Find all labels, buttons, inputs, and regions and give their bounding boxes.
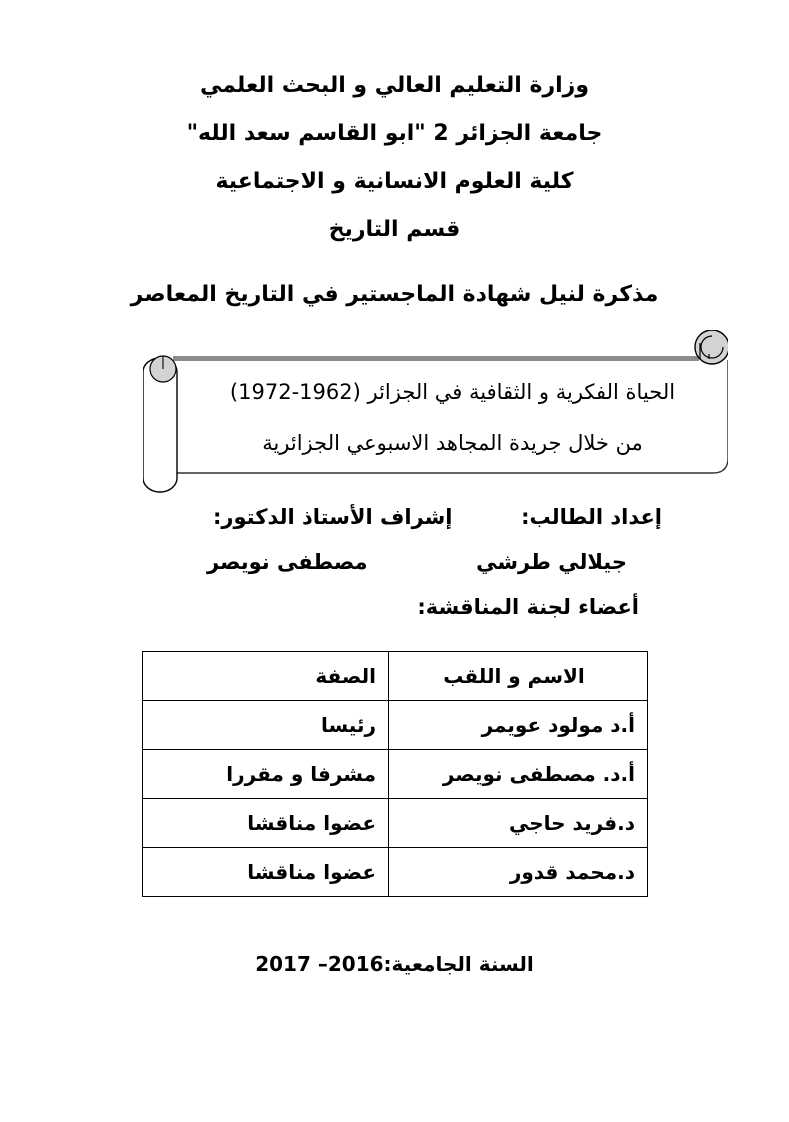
member-name-cell: أ.د مولود عويمر [389, 701, 648, 750]
committee-heading: أعضاء لجنة المناقشة: [417, 595, 639, 619]
scroll-shape-icon [143, 330, 728, 500]
thesis-type-line: مذكرة لنيل شهادة الماجستير في التاريخ المعاصر [130, 282, 659, 307]
member-name-cell: أ.د. مصطفى نويصر [389, 750, 648, 799]
member-role-cell: عضوا مناقشا [143, 799, 389, 848]
header-line-ministry: وزارة التعليم العالي و البحث العلمي [199, 73, 590, 98]
member-role-cell: عضوا مناقشا [143, 848, 389, 897]
table-header-row [143, 652, 648, 701]
student-name: جيلالي طرشي [476, 550, 627, 574]
name-header-cell: الاسم و اللقب [389, 652, 648, 701]
table-row [143, 799, 648, 848]
role-header-cell: الصفة [143, 652, 389, 701]
committee-table [142, 651, 648, 897]
member-role-cell: مشرفا و مقررا [143, 750, 389, 799]
thesis-title-line-2: من خلال جريدة المجاهد الاسبوعي الجزائرية [262, 431, 643, 455]
supervisor-label: إشراف الأستاذ الدكتور: [213, 505, 453, 529]
table-row [143, 701, 648, 750]
table-row [143, 750, 648, 799]
header-line-university: جامعة الجزائر 2 "ابو القاسم سعد الله" [186, 121, 603, 146]
header-line-faculty: كلية العلوم الانسانية و الاجتماعية [215, 169, 574, 194]
member-name-cell: د.محمد قدور [389, 848, 648, 897]
student-label: إعداد الطالب: [521, 505, 662, 529]
member-name-cell: د.فريد حاجي [389, 799, 648, 848]
thesis-title-line-1: الحياة الفكرية و الثقافية في الجزائر (1962-1972) [229, 380, 676, 404]
academic-year: السنة الجامعية:2016– 2017 [255, 952, 534, 976]
scroll-banner [143, 330, 728, 500]
university-header [0, 62, 789, 254]
header-line-department: قسم التاريخ [328, 217, 461, 242]
supervisor-name: مصطفى نويصر [207, 550, 368, 574]
member-role-cell: رئيسا [143, 701, 389, 750]
table-row [143, 848, 648, 897]
